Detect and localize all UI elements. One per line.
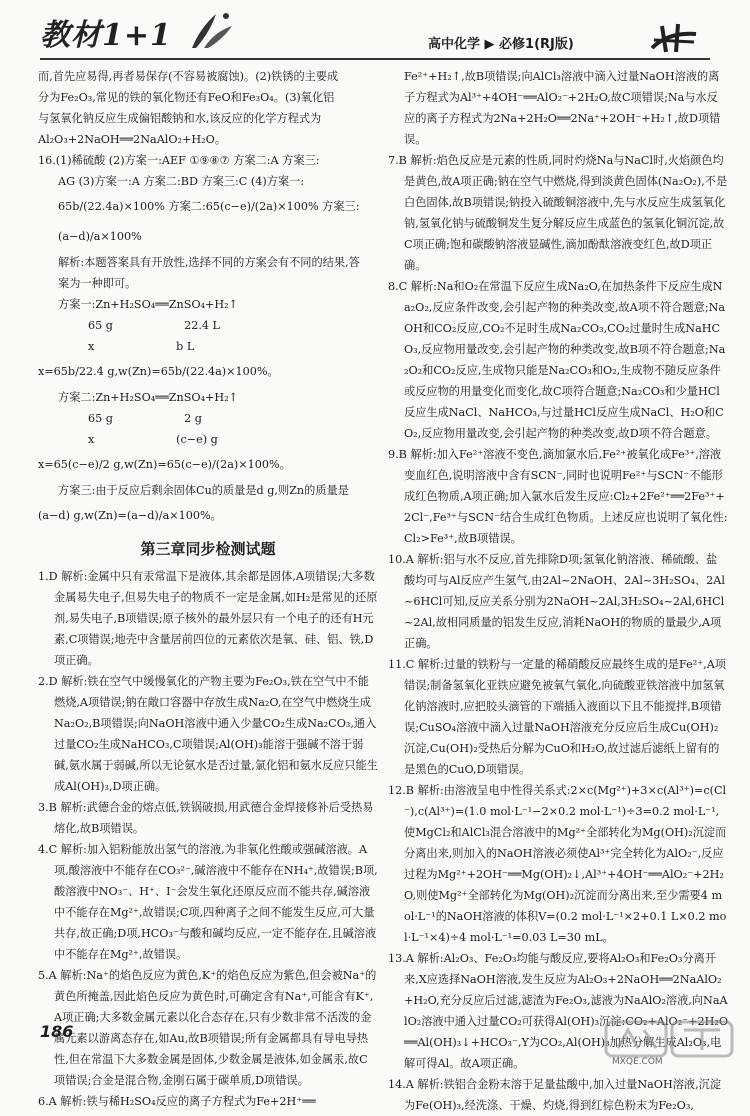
publisher-logo-icon bbox=[648, 22, 700, 54]
text-line: 方案三:由于反应后剩余固体Cu的质量是d g,则Zn的质量是 bbox=[58, 484, 349, 497]
text-line: 65 g 22.4 L bbox=[88, 319, 220, 332]
answer-item: 14.A 解析:铁铝合金粉末溶于足量盐酸中,加入过量NaOH溶液,沉淀为Fe(OH)₃,经洗涤、干燥、灼烧,得到红棕色粉末为Fe₂O₃, bbox=[388, 1078, 722, 1112]
text-line: x=65(c−e)/2 g,w(Zn)=65(c−e)/(2a)×100%。 bbox=[38, 458, 291, 471]
answer-item: 12.B 解析:由溶液呈电中性得关系式:2×c(Mg²⁺)+3×c(Al³⁺)=c(Cl⁻),c(Al³⁺)=(1.0 mol·L⁻¹−2×0.2 mol·L⁻¹)÷3=0.2 mol·L⁻¹,使MgCl₂和AlCl₃混合溶液中的Mg²⁺全部转化为Mg(OH)₂沉淀而分离出来,则加入的NaOH溶液必须使Al³⁺完全转化为AlO₂⁻,反应过程为Mg²⁺+2OH⁻══Mg(OH)₂↓,Al³⁺+4OH⁻══AlO₂⁻+2H₂O,则使Mg²⁺全部转化为Mg(OH)₂沉淀而分离出来,至少需要4 mol·L⁻¹的NaOH溶液的体积V=(0.2 mol·L⁻¹×2+0.1 L×0.2 mol·L⁻¹×4)÷4 mol·L⁻¹=0.03 L=30 mL。 bbox=[388, 784, 727, 944]
text-line: 案为一种即可。 bbox=[58, 277, 137, 290]
right-column bbox=[388, 66, 728, 1116]
answer-item: 8.C 解析:Na和O₂在常温下反应生成Na₂O,在加热条件下反应生成Na₂O₂,反应条件改变,会引起产物的种类改变,故A项不符合题意;NaOH和CO₂反应,CO₂不足时生成Na₂CO₃,CO₂过量时生成NaHCO₃,反应物用量改变,会引起产物的种类改变,故B项不符合题意;Na₂O₂和CO₂反应,生成物只能是Na₂CO₃和O₂,生成物不随反应条件或反应物的用量变化而变化,故C项符合题意;Na₂CO₃和少量HCl反应生成NaCl、NaHCO₃,与过量HCl反应生成NaCl、H₂O和CO₂,反应物用量改变,会引起产物的种类改变,故D项不符合题意。 bbox=[388, 280, 726, 440]
answer-item: Fe²⁺+H₂↑,故B项错误;向AlCl₃溶液中滴入过量NaOH溶液的离子方程式为Al³⁺+4OH⁻══AlO₂⁻+2H₂O,故C项错误;Na与水反应的离子方程式为2Na+2H₂O══2Na⁺+2OH⁻+H₂↑,故D项错误。 bbox=[404, 70, 721, 146]
text-line: x (c−e) g bbox=[88, 433, 218, 446]
text-line: AG (3)方案一:A 方案二:BD 方案三:C (4)方案一: bbox=[58, 175, 305, 188]
text-line: x=65b/22.4 g,w(Zn)=65b/(22.4a)×100%。 bbox=[38, 365, 279, 378]
text-line: 与氢氧化钠反应生成偏铝酸钠和水,该反应的化学方程式为 bbox=[38, 112, 322, 125]
answer-item: 1.D 解析:金属中只有汞常温下是液体,其余都是固体,A项错误;大多数金属易失电子,但易失电子的物质不一定是金属,如H₂是常见的还原剂,易失电子,B项错误;原子核外的最外层只有一个电子的还有H元素,C项错误;地壳中含量居前四位的元素依次是氧、硅、铝、铁,D项正确。 bbox=[38, 570, 378, 667]
text-line: Al₂O₃+2NaOH══2NaAlO₂+H₂O。 bbox=[38, 133, 227, 146]
subject-label: 高中化学 ▶ 必修1(RJ版) bbox=[428, 37, 574, 52]
text-line: 16.(1)稀硫酸 (2)方案一:AEF ①⑨⑧⑦ 方案二:A 方案三: bbox=[38, 154, 320, 167]
page-number: 186 bbox=[40, 1022, 74, 1041]
text-line: 解析:本题答案具有开放性,选择不同的方案会有不同的结果,答 bbox=[58, 256, 360, 269]
brand-title: 教材1+1 bbox=[40, 18, 172, 53]
watermark-text: MXQE.COM bbox=[612, 1057, 663, 1067]
text-line: 方案一:Zn+H₂SO₄══ZnSO₄+H₂↑ bbox=[58, 298, 239, 311]
text-line: 方案二:Zn+H₂SO₄══ZnSO₄+H₂↑ bbox=[58, 391, 239, 404]
text-line: 65b/(22.4a)×100% 方案二:65(c−e)/(2a)×100% 方案三:(a−d)/a×100% bbox=[58, 200, 360, 243]
answer-item: 5.A 解析:Na⁺的焰色反应为黄色,K⁺的焰色反应为紫色,但会被Na⁺的黄色所掩盖,因此焰色反应为黄色时,可确定含有Na⁺,可能含有K⁺,A项正确;大多数金属元素以化合态存在,只有少数非常不活泼的金属元素以游离态存在,如Au,故B项错误;所有金属都具有导电导热性,但在常温下大多数金属是固体,少数金属是液体,如金属汞,故C项错误;合金是混合物,金刚石属于碳单质,D项错误。 bbox=[38, 969, 377, 1087]
answer-item: 3.B 解析:武德合金的熔点低,铁锅破损,用武德合金焊接修补后受热易熔化,故B项错误。 bbox=[38, 801, 374, 835]
text-line: 而,首先应易得,再者易保存(不容易被腐蚀)。(2)铁锈的主要成 bbox=[38, 70, 339, 83]
text-line: (a−d) g,w(Zn)=(a−d)/a×100%。 bbox=[38, 509, 222, 522]
answer-item: 4.C 解析:加入铝粉能放出氢气的溶液,为非氧化性酸或强碱溶液。A项,酸溶液中不能存在CO₃²⁻,碱溶液中不能存在NH₄⁺,故错误;B项,酸溶液中NO₃⁻、H⁺、I⁻会发生氧化还原反应而不能共存,碱溶液中不能存在Mg²⁺,故错误;C项,四种离子之间不能发生反应,可大量共存,故正确;D项,HCO₃⁻与酸和碱均反应,一定不能存在,且碱溶液中不能存在Mg²⁺,故错误。 bbox=[38, 843, 378, 961]
answer-item: 2.D 解析:铁在空气中缓慢氧化的产物主要为Fe₂O₃,铁在空气中不能燃烧,A项错误;钠在敞口容器中存放生成Na₂O,在空气中燃烧生成Na₂O₂,B项错误;向NaOH溶液中通入少量CO₂生成Na₂CO₃,通入过量CO₂生成NaHCO₃,C项错误;Al(OH)₃能溶于强碱不溶于弱碱,氨水属于弱碱,所以无论氨水是否过量,氯化铝和氨水反应只能生成Al(OH)₃,D项正确。 bbox=[38, 675, 378, 793]
answer-item: 10.A 解析:铝与水不反应,首先排除D项;氢氧化钠溶液、稀硫酸、盐酸均可与Al反应产生氢气,由2Al~2NaOH、2Al~3H₂SO₄、2Al~6HCl可知,反应关系分别为2NaOH~2Al,3H₂SO₄~2Al,6HCl~2Al,故相同质量的铝发生反应,消耗NaOH的物质的量最少,A项正确。 bbox=[388, 553, 725, 650]
answer-item: 7.B 解析:焰色反应是元素的性质,同时灼烧Na与NaCl时,火焰颜色均是黄色,故A项正确;钠在空气中燃烧,得到淡黄色固体(Na₂O₂),不是白色固体,故B项错误;钠投入硫酸铜溶液中,先与水反应生成氢氧化钠,氢氧化钠与硫酸铜发生复分解反应生成蓝色的氢氧化铜沉淀,故C项正确;饱和碳酸钠溶液显碱性,滴加酚酞溶液变红色,故D项正确。 bbox=[388, 154, 728, 272]
leaf-ornament-icon bbox=[186, 8, 236, 52]
left-column bbox=[38, 66, 378, 1112]
answer-item: 13.A 解析:Al₂O₃、Fe₂O₃均能与酸反应,要将Al₂O₃和Fe₂O₃分离开来,X应选择NaOH溶液,发生反应为Al₂O₃+2NaOH══2NaAlO₂+H₂O,充分反应后过滤,滤渣为Fe₂O₃,滤液为NaAlO₂溶液,向NaAlO₂溶液中通入过量CO₂可获得Al(OH)₃沉淀:CO₂+AlO₂⁻+2H₂O══Al(OH)₃↓+HCO₃⁻,Y为CO₂,Al(OH)₃加热分解生成Al₂O₃,电解可得Al。故A项正确。 bbox=[388, 952, 728, 1070]
text-line: 65 g 2 g bbox=[88, 412, 202, 425]
page-header bbox=[0, 0, 750, 62]
header-rule bbox=[40, 58, 710, 60]
answer-item: 11.C 解析:过量的铁粉与一定量的稀硝酸反应最终生成的是Fe²⁺,A项错误;制备氢氧化亚铁应避免被氧气氧化,向硫酸亚铁溶液中加氢氧化钠溶液时,应把胶头滴管的下端插入液面以下且不能搅拌,B项错误;CuSO₄溶液中滴入过量NaOH溶液充分反应后生成Cu(OH)₂沉淀,Cu(OH)₂受热后分解为CuO和H₂O,故过滤后滤纸上留有的是黑色的CuO,D项错误。 bbox=[388, 658, 726, 776]
answer-item: 6.A 解析:铁与稀H₂SO₄反应的离子方程式为Fe+2H⁺══ bbox=[38, 1095, 316, 1108]
text-line: 分为Fe₂O₃,常见的铁的氧化物还有FeO和Fe₃O₄。(3)氧化铝 bbox=[38, 91, 335, 104]
section-title: 第三章同步检测试题 bbox=[140, 540, 276, 558]
answer-item: 9.B 解析:加入Fe²⁺溶液不变色,滴加氯水后,Fe²⁺被氧化成Fe³⁺,溶液变血红色,说明溶液中含有SCN⁻,同时也说明Fe²⁺与SCN⁻不能形成红色物质,A项正确;加入氯水后发生反应:Cl₂+2Fe²⁺══2Fe³⁺+2Cl⁻,Fe³⁺与SCN⁻结合生成红色物质。上述反应也说明了氧化性:Cl₂>Fe³⁺,故B项错误。 bbox=[388, 448, 728, 545]
text-line: x b L bbox=[88, 340, 195, 353]
